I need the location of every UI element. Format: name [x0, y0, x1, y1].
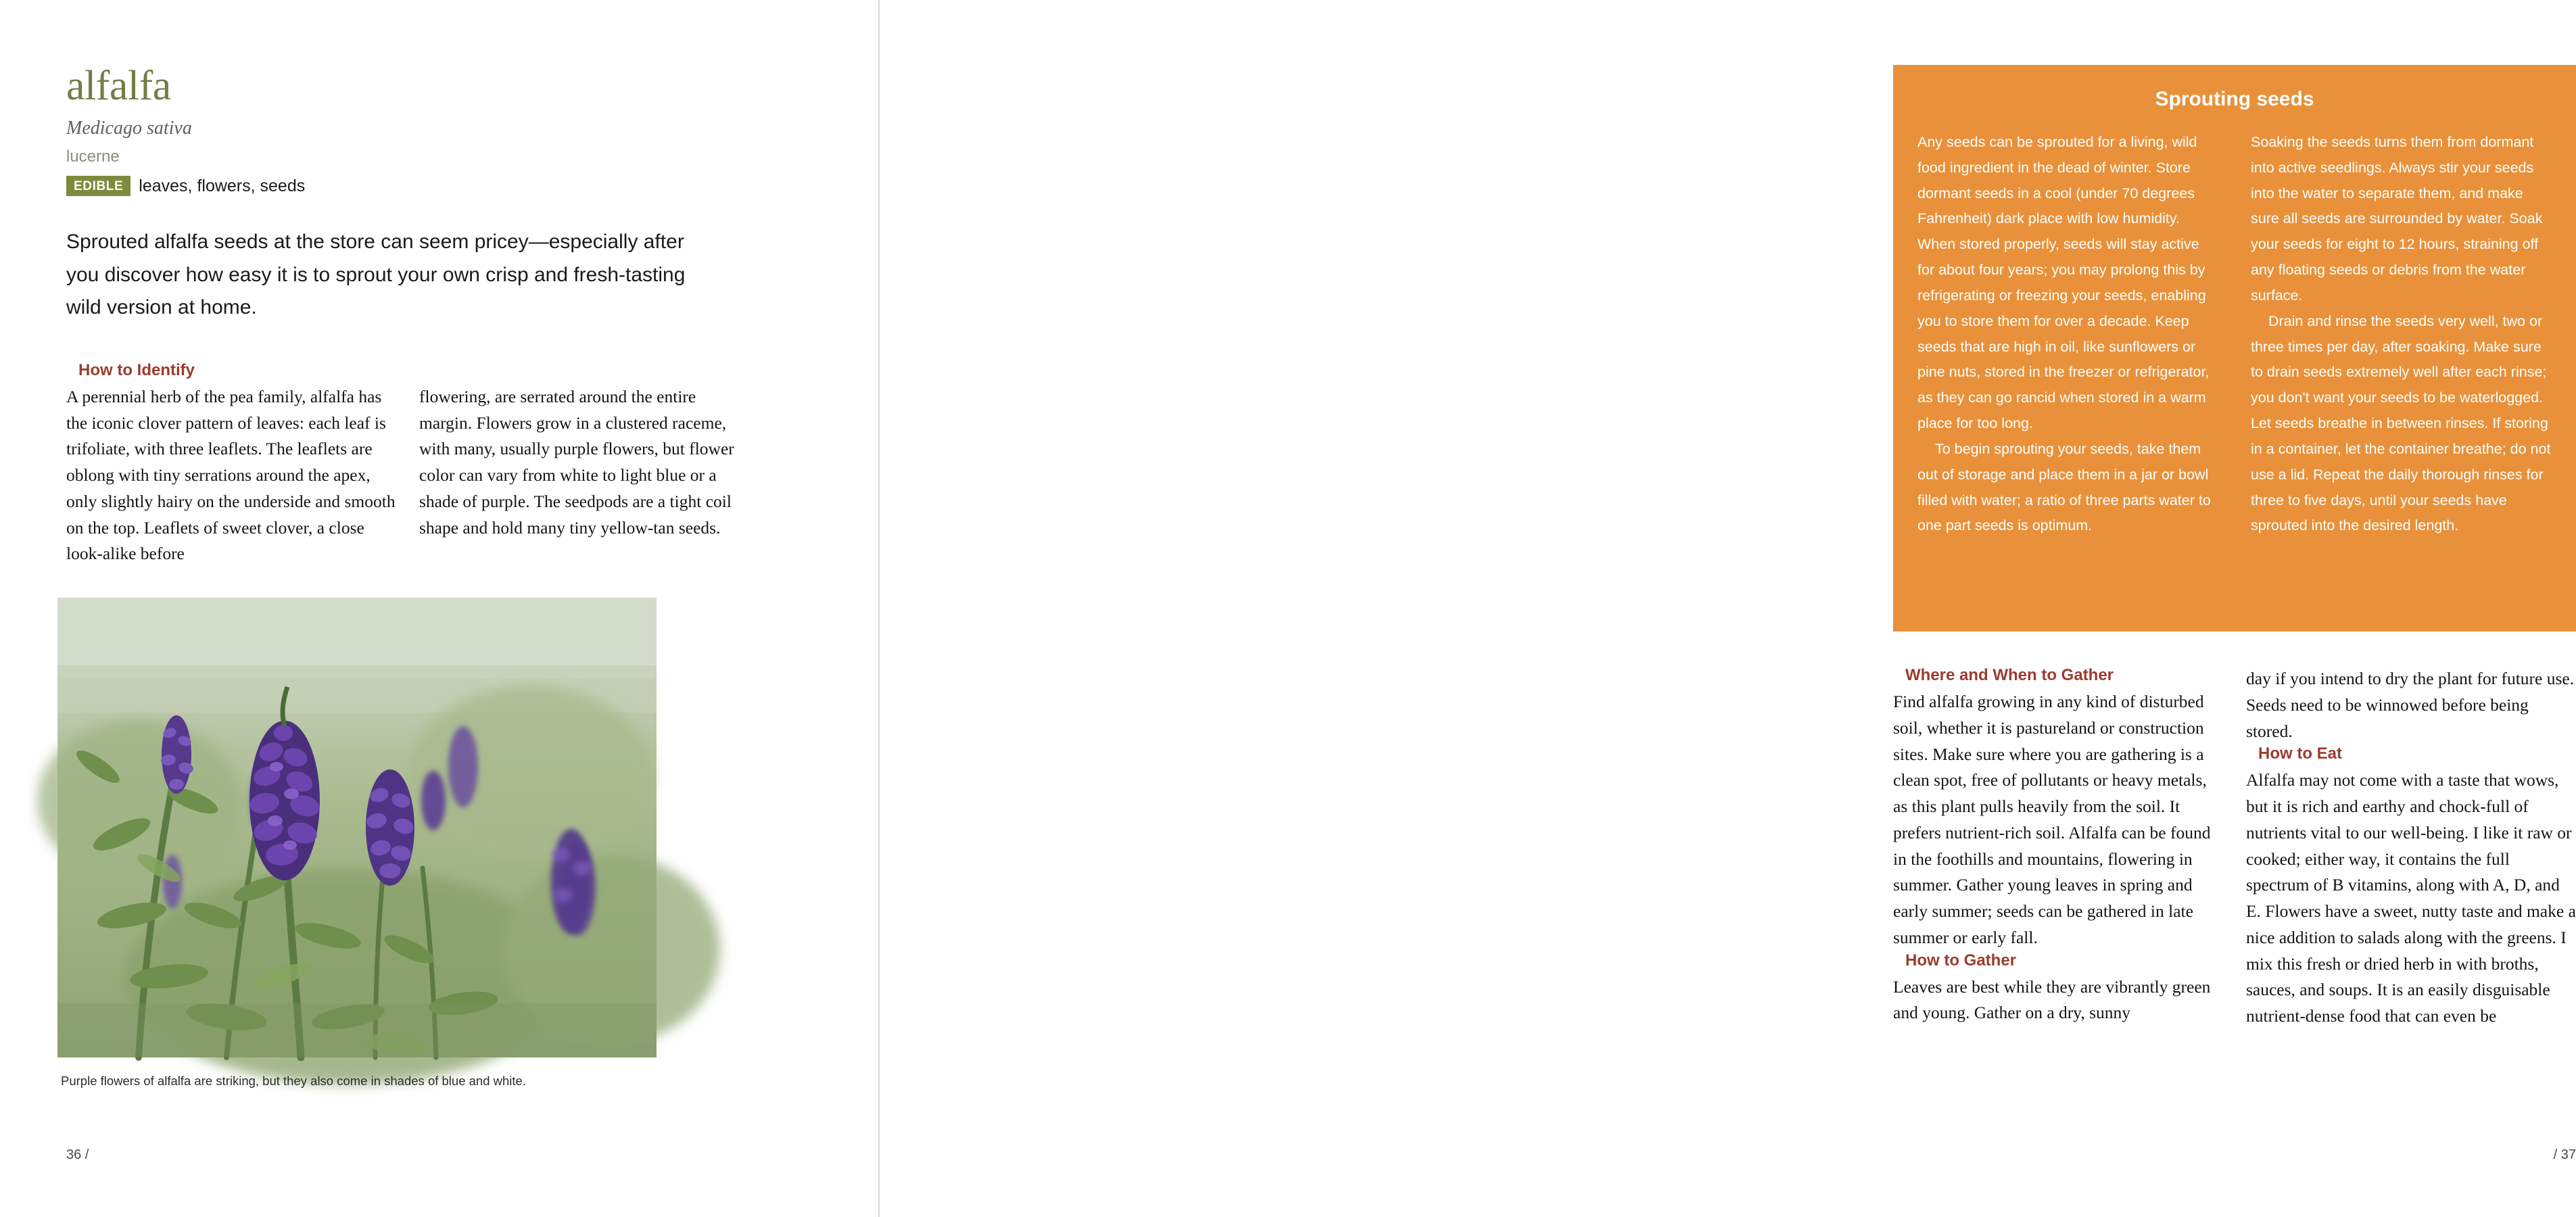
- left-page: [0, 0, 879, 1217]
- sidebar-paragraph-4: Drain and rinse the seeds very well, two or three times per day, after soaking. Make sure to drain seeds extremely well after each rinse; you don't want your seeds to be waterlogged. Let seeds breathe in between rinses. If storing in a container, let the container breathe; do not use a lid. Repeat the daily thorough rinses for three to five days, until your seeds have sprouted into the desired length.: [2251, 312, 2551, 534]
- sprouting-seeds-sidebar: [1893, 65, 2576, 631]
- right-page: [879, 0, 2576, 1217]
- identify-text-2: flowering, are serrated around the entire margin. Flowers grow in a clustered raceme, with many, usually purple flowers, but flower color can vary from white to light blue or a shade of purple. The seedpods are a tight coil shape and hold many tiny yellow-tan seeds.: [419, 386, 734, 538]
- gather-how-text-1: Leaves are best while they are vibrantly green and young. Gather on a dry, sunny: [1893, 976, 2211, 1023]
- page-title: alfalfa: [66, 63, 171, 109]
- edible-row: [66, 176, 667, 196]
- sidebar-columns: [1917, 130, 2552, 539]
- identify-section: [66, 361, 749, 567]
- right-column-2: [2246, 666, 2576, 1030]
- section-heading-identify: How to Identify: [78, 360, 195, 379]
- intro-paragraph: Sprouted alfalfa seeds at the store can seem pricey—especially after you discover how easy it is to sprout your own crisp and fresh-tasting wild version at home.: [66, 231, 686, 319]
- common-name: lucerne: [66, 147, 120, 166]
- section-heading-where-when-gather: Where and When to Gather: [1905, 666, 2114, 684]
- photo-caption: Purple flowers of alfalfa are striking, but they also come in shades of blue and white.: [61, 1074, 526, 1088]
- identify-column-2: [419, 361, 749, 567]
- identify-column-1: [66, 361, 396, 567]
- sidebar-column-2: [2251, 130, 2552, 539]
- sidebar-paragraph-1: Any seeds can be sprouted for a living, wild food ingredient in the dead of winter. Store dormant seeds in a cool (under 70 degrees Fahrenheit) dark place with low humidity. When stored properly, seeds will stay active for about four years; you may prolong this by refrigerating or freezing your seeds, enabling you to store them for over a decade. Keep seeds that are high in oil, like sunflowers or pine nuts, stored in the freezer or refrigerator, as they can go rancid when stored in a warm place for too long.: [1917, 134, 2210, 432]
- left-page-content: [66, 0, 734, 567]
- gather-how-text-2: day if you intend to dry the plant for future use. Seeds need to be winnowed before being stored.: [2246, 669, 2575, 741]
- right-body-columns: [1893, 666, 2576, 1030]
- sidebar-paragraph-2: To begin sprouting your seeds, take them out of storage and place them in a jar or bowl filled with water; a ratio of three parts water to one part seeds is optimum.: [1917, 440, 2211, 534]
- section-heading-how-to-gather: How to Gather: [1905, 951, 2017, 970]
- status-badge: EDIBLE: [66, 176, 130, 196]
- right-column-1: [1893, 666, 2223, 1030]
- folio-right: / 37: [2553, 1147, 2576, 1162]
- section-heading-how-to-eat: How to Eat: [2258, 744, 2342, 763]
- sidebar-column-1: [1917, 130, 2218, 539]
- identify-text-1: A perennial herb of the pea family, alfalfa has the iconic clover pattern of leaves: each leaf is trifoliate, with three leaflets. The leaflets are oblong with tiny serrations around the apex, only slightly hairy on the underside and smooth on the top. Leaflets of sweet clover, a close look-alike before: [66, 386, 396, 564]
- folio-left: 36 /: [66, 1147, 89, 1162]
- gather-where-text: Find alfalfa growing in any kind of disturbed soil, whether it is pastureland or construction sites. Make sure where you are gathering is a clean spot, free of pollutants or heavy metals, as this plant pulls heavily from the soil. It prefers nutrient-rich soil. Alfalfa can be found in the foothills and mountains, flowering in summer. Gather young leaves in spring and early summer; seeds can be gathered in late summer or early fall.: [1893, 692, 2211, 947]
- edible-parts-label: leaves, flowers, seeds: [139, 176, 306, 195]
- latin-name: Medicago sativa: [66, 118, 192, 139]
- how-to-eat-text: Alfalfa may not come with a taste that wows, but it is rich and earthy and chock-full of nutrients vital to our well-being. I like it raw or cooked; either way, it contains the full spectrum of B vitamins, along with A, D, and E. Flowers have a sweet, nutty taste and make a nice addition to salads along with the greens. I mix this fresh or dried herb in with broths, sauces, and soups. It is an easily disguisable nutrient-dense food that can even be: [2246, 770, 2576, 1026]
- sidebar-paragraph-3: Soaking the seeds turns them from dormant into active seedlings. Always stir your seeds into the water to separate them, and make sure all seeds are surrounded by water. Soak your seeds for eight to 12 hours, straining off any floating seeds or debris from the water surface.: [2251, 134, 2543, 304]
- plant-photo: [57, 598, 657, 1057]
- sidebar-title: Sprouting seeds: [2155, 88, 2314, 110]
